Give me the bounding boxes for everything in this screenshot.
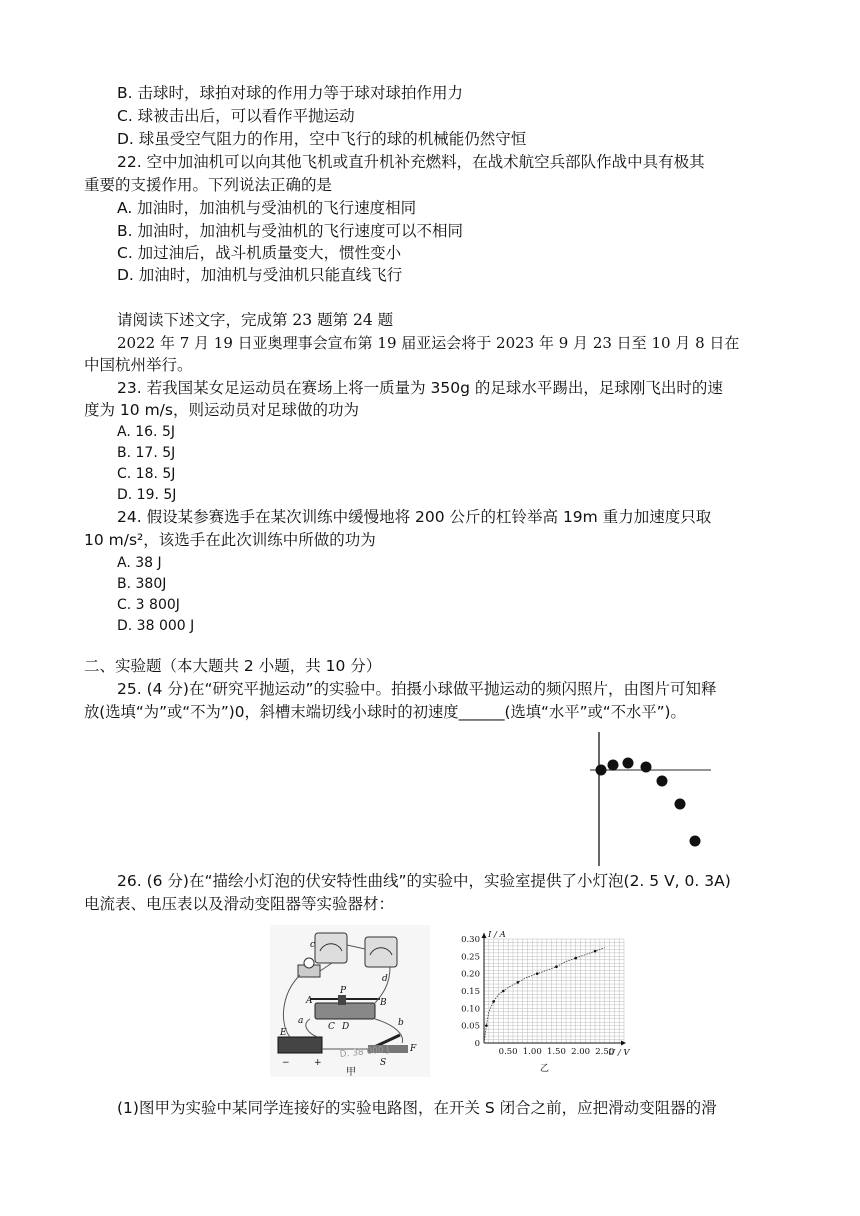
x-axis-arrow: [621, 1041, 626, 1046]
data-point: [485, 1024, 488, 1027]
iu-characteristic-graph: [448, 925, 633, 1077]
q23-option-d: D. 19. 5J: [117, 487, 177, 503]
q24-option-c: C. 3 800J: [117, 597, 180, 613]
data-point: [574, 957, 577, 960]
ball-position-4: [641, 762, 652, 773]
q23-option-c: C. 18. 5J: [117, 466, 176, 482]
q23-stem-line1: 23. 若我国某女足运动员在赛场上将一质量为 350g 的足球水平踢出，足球刚飞出时的速: [117, 379, 723, 397]
battery: [278, 1037, 322, 1053]
q23-stem-line2: 度为 10 m/s，则运动员对足球做的功为: [84, 401, 359, 419]
data-point: [555, 965, 558, 968]
q24-stem-line2: 10 m/s²，该选手在此次训练中所做的功为: [84, 531, 376, 549]
x-tick-label: 2.50: [595, 1047, 615, 1057]
y-tick-label: 0.10: [461, 1004, 480, 1015]
reading-passage-line2: 中国杭州举行。: [84, 356, 193, 374]
label-c-terminal: C: [328, 1022, 335, 1032]
q25-stem-line2: 放(选填“为”或“不为”)0，斜槽末端切线小球时的初速度______(选填“水平”或“不水平”)。: [84, 703, 686, 721]
label-b-wire: b: [398, 1018, 404, 1028]
q24-option-b: B. 380J: [117, 576, 167, 592]
iu-curve: [484, 948, 605, 1043]
y-tick-labels: [461, 935, 480, 1049]
q23-option-b: B. 17. 5J: [117, 445, 176, 461]
y-tick-label: 0.05: [461, 1021, 480, 1032]
q22-option-b: B. 加油时，加油机与受油机的飞行速度可以不相同: [117, 222, 463, 240]
data-point: [492, 1000, 495, 1003]
x-tick-label: 1.50: [546, 1047, 566, 1057]
label-f: F: [410, 1044, 417, 1054]
rheostat: [315, 1003, 375, 1019]
q26-part1-line1: (1)图甲为实验中某同学连接好的实验电路图，在开关 S 闭合之前，应把滑动变阻器的滑: [117, 1099, 717, 1117]
x-tick-label: 1.00: [522, 1047, 542, 1057]
graph-caption: 乙: [540, 1064, 550, 1074]
data-point: [516, 981, 519, 984]
q22-option-a: A. 加油时，加油机与受油机的飞行速度相同: [117, 199, 417, 217]
x-tick-label: 0.50: [498, 1047, 518, 1057]
label-d: d: [382, 974, 388, 984]
label-b-terminal: B: [380, 998, 387, 1008]
y-tick-label: 0.20: [461, 969, 480, 980]
rheostat-slider: [338, 995, 346, 1005]
label-a-wire: a: [298, 1016, 304, 1026]
q24-stem-line1: 24. 假设某参赛选手在某次训练中缓慢地将 200 公斤的杠铃举高 19m 重力加速度只取: [117, 508, 712, 526]
q24-option-d: D. 38 000 J: [117, 618, 195, 634]
label-d-terminal: D: [342, 1022, 350, 1032]
label-s: S: [380, 1058, 387, 1068]
ball-position-3: [623, 758, 634, 769]
q22-option-d: D. 加油时，加油机与受油机只能直线飞行: [117, 266, 403, 284]
q22-stem-line2: 重要的支援作用。下列说法正确的是: [84, 176, 333, 194]
label-c: c: [310, 940, 316, 950]
q23-option-a: A. 16. 5J: [117, 424, 175, 440]
voltmeter: [365, 937, 397, 967]
reading-passage-line1: 2022 年 7 月 19 日亚奥理事会宣布第 19 届亚运会将于 2023 年 9 月 23 日至 10 月 8 日在: [117, 334, 740, 352]
label-a-terminal: A: [306, 996, 313, 1006]
ball-position-2: [608, 760, 619, 771]
ammeter: [315, 933, 347, 963]
x-tick-label: 2.00: [571, 1047, 591, 1057]
q21-option-d: D. 球虽受空气阻力的作用，空中飞行的球的机械能仍然守恒: [117, 130, 527, 148]
y-tick-label: 0: [474, 1039, 480, 1049]
label-e: E: [280, 1028, 287, 1038]
section-heading-experiments: 二、实验题（本大题共 2 小题，共 10 分）: [84, 657, 382, 675]
q26-stem-line1: 26. (6 分)在“描绘小灯泡的伏安特性曲线”的实验中，实验室提供了小灯泡(2. 5 V, 0. 3A): [117, 872, 731, 890]
projectile-flash-photo: [585, 732, 720, 867]
stamp-text: D. 38 000 J: [339, 1044, 390, 1060]
data-point: [536, 972, 539, 975]
label-minus: −: [282, 1058, 290, 1068]
q26-stem-line2: 电流表、电压表以及滑动变阻器等实验器材：: [84, 895, 395, 913]
ball-position-1: [596, 765, 607, 776]
ball-position-7: [690, 836, 701, 847]
ball-position-5: [657, 776, 668, 787]
y-tick-label: 0.30: [461, 935, 480, 945]
q25-stem-line1: 25. (4 分)在“研究平抛运动”的实验中。拍摄小球做平抛运动的频闪照片，由图片可知释: [117, 680, 717, 698]
x-tick-labels: [499, 1047, 614, 1057]
graph-grid: [484, 939, 624, 1043]
data-point: [502, 990, 505, 993]
label-p: P: [340, 986, 347, 996]
y-tick-label: 0.15: [461, 987, 480, 997]
label-plus: +: [314, 1058, 322, 1068]
q22-option-c: C. 加过油后，战斗机质量变大，惯性变小: [117, 244, 402, 262]
lamp-bulb: [304, 958, 314, 968]
circuit-caption: 甲: [346, 1067, 356, 1077]
ball-position-6: [675, 799, 686, 810]
y-tick-label: 0.25: [461, 952, 480, 963]
q24-option-a: A. 38 J: [117, 555, 162, 571]
q21-option-b: B. 击球时，球拍对球的作用力等于球对球拍作用力: [117, 84, 463, 102]
data-point: [594, 950, 597, 953]
x-axis-label: U / V: [608, 1048, 630, 1058]
reading-instruction: 请阅读下述文字，完成第 23 题第 24 题: [117, 311, 394, 329]
y-axis-label: I / A: [488, 930, 506, 940]
q21-option-c: C. 球被击出后，可以看作平抛运动: [117, 107, 355, 125]
q22-stem-line1: 22. 空中加油机可以向其他飞机或直升机补充燃料，在战术航空兵部队作战中具有极其: [117, 153, 705, 171]
y-axis-arrow: [482, 933, 487, 938]
circuit-diagram: [270, 925, 430, 1077]
